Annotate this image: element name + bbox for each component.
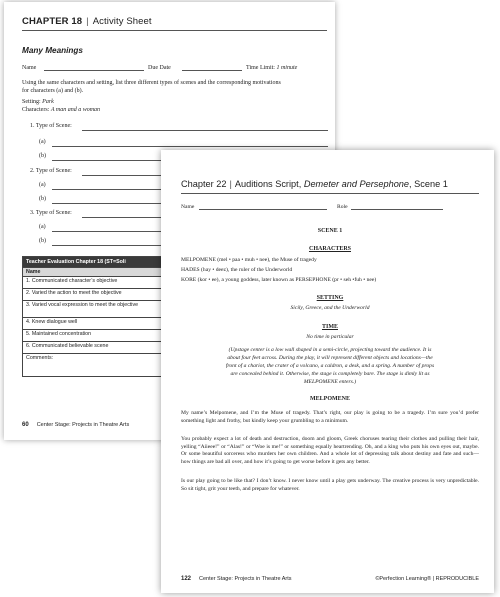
time-limit-label: Time Limit: <box>246 65 275 71</box>
scene-3-b-label: (b) <box>39 238 46 244</box>
page-footer <box>181 576 479 582</box>
character-line: KORE (kor • ee), a young goddess, later known as PERSEPHONE (pr • seh •fuh • nee) <box>181 277 377 283</box>
title-italic: Demeter and Persephone <box>303 179 410 189</box>
time-text: No time in particular <box>306 334 354 340</box>
speech-paragraph-3: Is our play going to be like that? I don’t know. I never know until a play gets underway. The creative process is very unpredictable. So sit tight, grit your teeth, and prepare for whatever. <box>181 478 479 492</box>
evaluation-row: 4. Knew dialogue well <box>23 318 336 330</box>
due-date-field[interactable] <box>182 70 242 71</box>
scene-1-field[interactable] <box>82 130 328 131</box>
name-label: Name <box>22 65 37 71</box>
setting-heading: SETTING <box>316 295 344 301</box>
evaluation-table-title: Teacher Evaluation Chapter 18 (ST=Soli <box>23 257 336 268</box>
time-limit-value: 1 minute <box>276 65 298 71</box>
characters-heading: CHARACTERS <box>308 246 351 252</box>
sheet-title: Activity Sheet <box>92 16 152 27</box>
evaluation-row: 1. Communicated character’s objective <box>23 277 336 289</box>
scene-heading: SCENE 1 <box>317 228 343 234</box>
evaluation-row: 6. Communicated believable scene <box>23 342 336 354</box>
setting-label: Setting: <box>22 99 41 105</box>
scene-1-label: 1. Type of Scene: <box>30 123 72 129</box>
scene-3-label: 3. Type of Scene: <box>30 210 72 216</box>
characters-value: A man and a woman <box>50 107 101 113</box>
evaluation-row: 2. Varied the action to meet the objective <box>23 289 336 301</box>
chapter-header <box>181 179 448 189</box>
speech-paragraph-1: My name’s Melpomene, and I’m the Muse of tragedy. That’s right, our play is going to be a tragedy. I’m sure you’d prefer something light and frothy, but kindly keep your grumbling to a minimum. <box>181 410 479 424</box>
scene-3-a-label: (a) <box>39 224 46 230</box>
header-separator: | <box>229 179 232 189</box>
page-footer <box>22 422 129 428</box>
chapter-label: Chapter 22 <box>181 179 227 189</box>
scene-2-b-label: (b) <box>39 196 46 202</box>
speech-paragraph-2: You probably expect a lot of death and destruction, doom and gloom, Greek choruses tearing their clothes and pulling their hair, yelling “Aiieee!” or “Alas!” or “Woe is me!” or something equally heartrending. Oh, and a king who puts his own eyes out, maybe. Or some beautiful sorceress who murders her own children. And a whole lot of depressing talk about destiny and fate and such—how things are bad all over, and how it’s going to get worse before it gets any better. <box>181 436 479 465</box>
scene-1-a-label: (a) <box>39 139 46 145</box>
scene-1-b-label: (b) <box>39 153 46 159</box>
footer-text: Center Stage: Projects in Theatre Arts <box>36 422 130 428</box>
time-limit-text <box>246 64 297 72</box>
scene-2-a-label: (a) <box>39 182 46 188</box>
scene-1-a-field[interactable] <box>52 146 328 147</box>
role-label: Role <box>337 204 348 210</box>
instructions-line-2: for characters (a) and (b). <box>22 88 84 94</box>
setting-value: Park <box>42 99 54 105</box>
chapter-header <box>22 16 152 27</box>
setting-text: Sicily, Greece, and the Underworld <box>290 305 370 311</box>
setting-text <box>22 98 54 106</box>
instructions-line-1: Using the same characters and setting, list three different types of scenes and the corresponding motivations <box>22 80 281 86</box>
time-heading: TIME <box>321 324 338 330</box>
header-rule <box>22 30 327 31</box>
header-separator: | <box>86 16 89 27</box>
speaker-name: MELPOMENE <box>310 396 350 402</box>
evaluation-comments: Comments: <box>23 354 336 377</box>
character-line: MELPOMENE (mel • paa • muh • nee), the Muse of tragedy <box>181 257 317 263</box>
scene-2-label: 2. Type of Scene: <box>30 168 72 174</box>
stage-direction-line: MELPOMENE enters.) <box>303 379 357 385</box>
role-field[interactable] <box>351 209 443 210</box>
due-date-label: Due Date <box>148 65 171 71</box>
name-field[interactable] <box>44 70 144 71</box>
page-number: 122 <box>181 576 192 582</box>
footer-text: Center Stage: Projects in Theatre Arts <box>199 576 292 582</box>
header-rule <box>181 193 479 194</box>
chapter-label: CHAPTER 18 <box>22 16 83 27</box>
title-suffix: , Scene 1 <box>409 179 448 189</box>
page-number: 60 <box>22 422 29 428</box>
evaluation-row: 3. Varied vocal expression to meet the objective <box>23 301 336 318</box>
activity-subtitle: Many Meanings <box>22 46 83 55</box>
evaluation-row: 5. Maintained concentration <box>23 330 336 342</box>
copyright-notice: ©Perfection Learning® | REPRODUCIBLE <box>375 576 479 582</box>
auditions-script-page <box>161 150 494 593</box>
title-prefix: Auditions Script, <box>234 179 304 189</box>
stage-direction-line: (Upstage center is a low wall shaped in a semi-circle, projecting toward the audience. It is <box>228 347 432 353</box>
evaluation-name-column: Name <box>23 268 336 277</box>
character-line: HADES (hay • deez), the ruler of the Underworld <box>181 267 293 273</box>
name-field[interactable] <box>199 209 327 210</box>
stage-direction-line: about four feet across. During the play, it will represent different objects and locations—the <box>227 355 433 361</box>
stage-direction-line: are concealed behind it. Otherwise, the stage is completely bare. The stage is dimly lit as <box>230 371 430 377</box>
characters-label: Characters: <box>22 107 50 113</box>
name-label: Name <box>181 204 195 210</box>
stage-direction-line: front of a chariot, the crater of a volcano, a caldron, a desk, and a spring. A number of props <box>225 363 435 369</box>
characters-text <box>22 106 100 114</box>
